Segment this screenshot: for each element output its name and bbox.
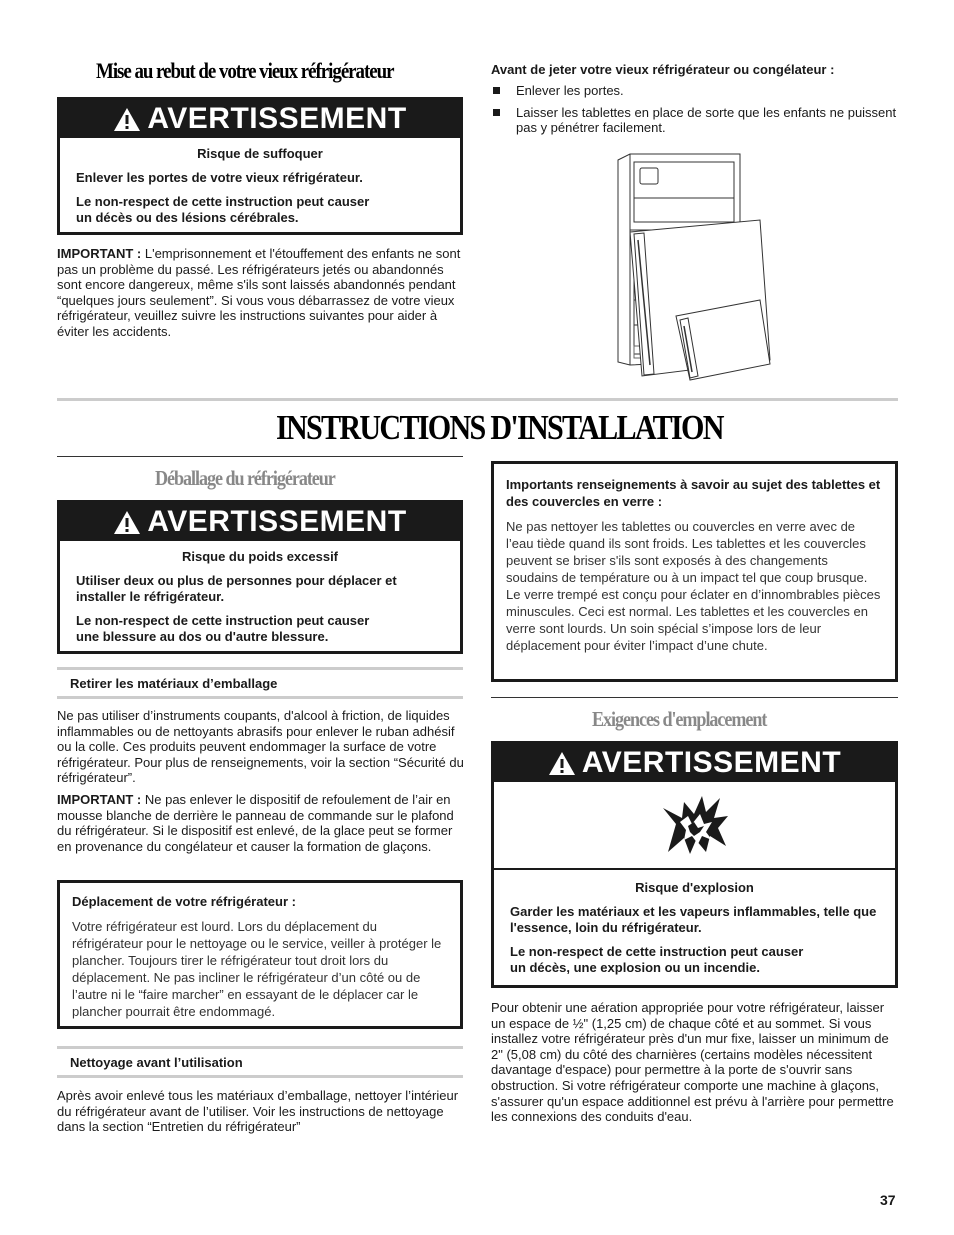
glass-text: Ne pas nettoyer les tablettes ou couvercles en verre avec de l’eau tiède quand ils sont froids. Les tablettes et les couvercles peuvent se briser s'ils sont exposés à des changements soudains de température ou à un impact tel que coup brusque. Le verre trempé est conçu pour éclater en d’innombrables pièces minuscules. Ceci est normal. Les tablettes et les couvercles en verre sont lourds. Un soin spécial s’impose lors de leur déplacement pour éviter l’impact d’une chute.	[506, 519, 881, 653]
warning-label: AVERTISSEMENT	[147, 102, 407, 135]
important-text: L'emprisonnement et l'étouffement des enfants ne sont pas un problème du passé. Les réfrigérateurs jetés ou abandonnés sont encore dangereux, même s'ils sont laissés abandonnés pendant “quelques jours seulement”. Si vous vous débarrassez de votre vieux réfrigérateur, veuillez suivre les instructions suivantes pour aider à éviter les accidents.	[57, 246, 461, 339]
warning-label: AVERTISSEMENT	[147, 505, 407, 538]
warning-triangle-icon	[113, 510, 141, 535]
warning-triangle-icon	[548, 751, 576, 776]
warning-header	[494, 744, 895, 782]
moving-text: Votre réfrigérateur est lourd. Lors du déplacement du réfrigérateur pour le nettoyage ou le service, veiller à protéger le plancher. Toujours tirer le réfrigérateur tout droit lors du déplacement. Ne pas incliner le réfrigérateur d’un côté ou de l’autre ni le “faire marcher” en essayant de le déplacer car le plancher pourrait être endommagé.	[72, 919, 442, 1019]
location-text: Pour obtenir une aération appropriée pour votre réfrigérateur, laisser un espace de ½" (1,25 cm) de chaque côté et au sommet. Si vous installez votre réfrigérateur près d'un mur fixe, laisser un minimum de 2" (5,08 cm) du côté des charnières (certains modèles nécessitent davantage d'espace) pour permettre à la porte de s'ouvrir sans obstruction. Si votre réfrigérateur comporte une machine à glaçons, s'assurer qu'un espace additionnel est prévu à l'arrière pour permettre les connexions des conduits d'eau.	[491, 1000, 894, 1125]
bullet-text: Enlever les portes.	[516, 83, 624, 98]
before-discard	[491, 62, 901, 142]
before-heading: Avant de jeter votre vieux réfrigérateur ou congélateur :	[491, 62, 835, 77]
disposal-important	[57, 246, 465, 340]
warning-consequence-2: un décès ou des lésions cérébrales.	[76, 210, 299, 225]
disposal-title: Mise au rebut de votre vieux réfrigérateur	[96, 58, 394, 83]
moving-title: Déplacement de votre réfrigérateur :	[72, 894, 296, 909]
main-title: INSTRUCTIONS D'INSTALLATION	[276, 408, 723, 447]
bullet-text: Laisser les tablettes en place de sorte que les enfants ne puissent pas y pénétrer facilement.	[516, 104, 897, 136]
glass-title: Importants renseignements à savoir au sujet des tablettes et des couvercles en verre :	[506, 477, 881, 509]
section-divider	[57, 398, 898, 401]
explosion-icon	[660, 794, 730, 856]
warning-consequence-1: Le non-respect de cette instruction peut causer	[76, 194, 370, 209]
bullet-item	[491, 105, 901, 136]
warning-header	[60, 100, 460, 138]
warning-instruction: Utiliser deux ou plus de personnes pour déplacer et installer le réfrigérateur.	[76, 573, 397, 604]
warning-risk: Risque du poids excessif	[181, 549, 339, 564]
remove-text: Ne pas utiliser d’instruments coupants, d'alcool à friction, de liquides inflammables ou de nettoyants abrasifs pour enlever le ruban adhésif ou la colle. Ces produits peuvent endommager la surface de votre réfrigérateur. Pour plus de renseignements, voir la section “Sécurité du réfrigérateur”.	[57, 708, 464, 786]
important-label: IMPORTANT :	[57, 791, 142, 807]
location-warning-box	[491, 741, 898, 988]
warning-instruction: Garder les matériaux et les vapeurs inflammables, telle que l'essence, loin du réfrigérateur.	[510, 904, 877, 935]
column-rule	[491, 697, 898, 698]
moving-box	[57, 880, 463, 1029]
explosion-panel	[494, 782, 895, 870]
glass-box	[491, 461, 898, 682]
warning-triangle-icon	[113, 107, 141, 132]
unpacking-title: Déballage du réfrigérateur	[155, 466, 335, 490]
column-rule	[57, 456, 463, 457]
cleaning-heading: Nettoyage avant l’utilisation	[70, 1055, 243, 1070]
warning-header	[60, 503, 460, 541]
important-label: IMPORTANT :	[57, 246, 142, 261]
disposal-warning-box	[57, 97, 463, 235]
warning-risk: Risque de suffoquer	[197, 146, 323, 161]
page-number: 37	[880, 1192, 896, 1208]
remove-section	[57, 708, 465, 860]
warning-instruction: Enlever les portes de votre vieux réfrigérateur.	[76, 170, 363, 185]
warning-consequence-1: Le non-respect de cette instruction peut causer	[510, 944, 804, 959]
cleaning-text: Après avoir enlevé tous les matériaux d’emballage, nettoyer l’intérieur du réfrigérateur avant de l’utiliser. Voir les instructions de nettoyage dans la section “Entretien du réfrigérateur”	[57, 1088, 459, 1135]
bullet-item	[491, 83, 901, 99]
remove-heading: Retirer les matériaux d’emballage	[70, 676, 278, 691]
unpacking-warning-box	[57, 500, 463, 654]
warning-label: AVERTISSEMENT	[581, 746, 842, 779]
warning-consequence-2: un décès, une explosion ou un incendie.	[510, 960, 760, 975]
location-title: Exigences d'emplacement	[592, 707, 767, 731]
warning-risk: Risque d'explosion	[635, 880, 754, 895]
warning-consequence-2: une blessure au dos ou d'autre blessure.	[76, 629, 329, 644]
warning-consequence-1: Le non-respect de cette instruction peut causer	[76, 613, 370, 628]
fridge-doors-removed-illustration	[610, 150, 785, 382]
important-text: Ne pas enlever le dispositif de refoulement de l’air en mousse blanche de derrière le panneau de commande sur le plafond du réfrigérateur. Si le dispositif est enlevé, de la glace peut se former en provenance du congélateur et causer la formation de glaçons.	[57, 791, 454, 854]
